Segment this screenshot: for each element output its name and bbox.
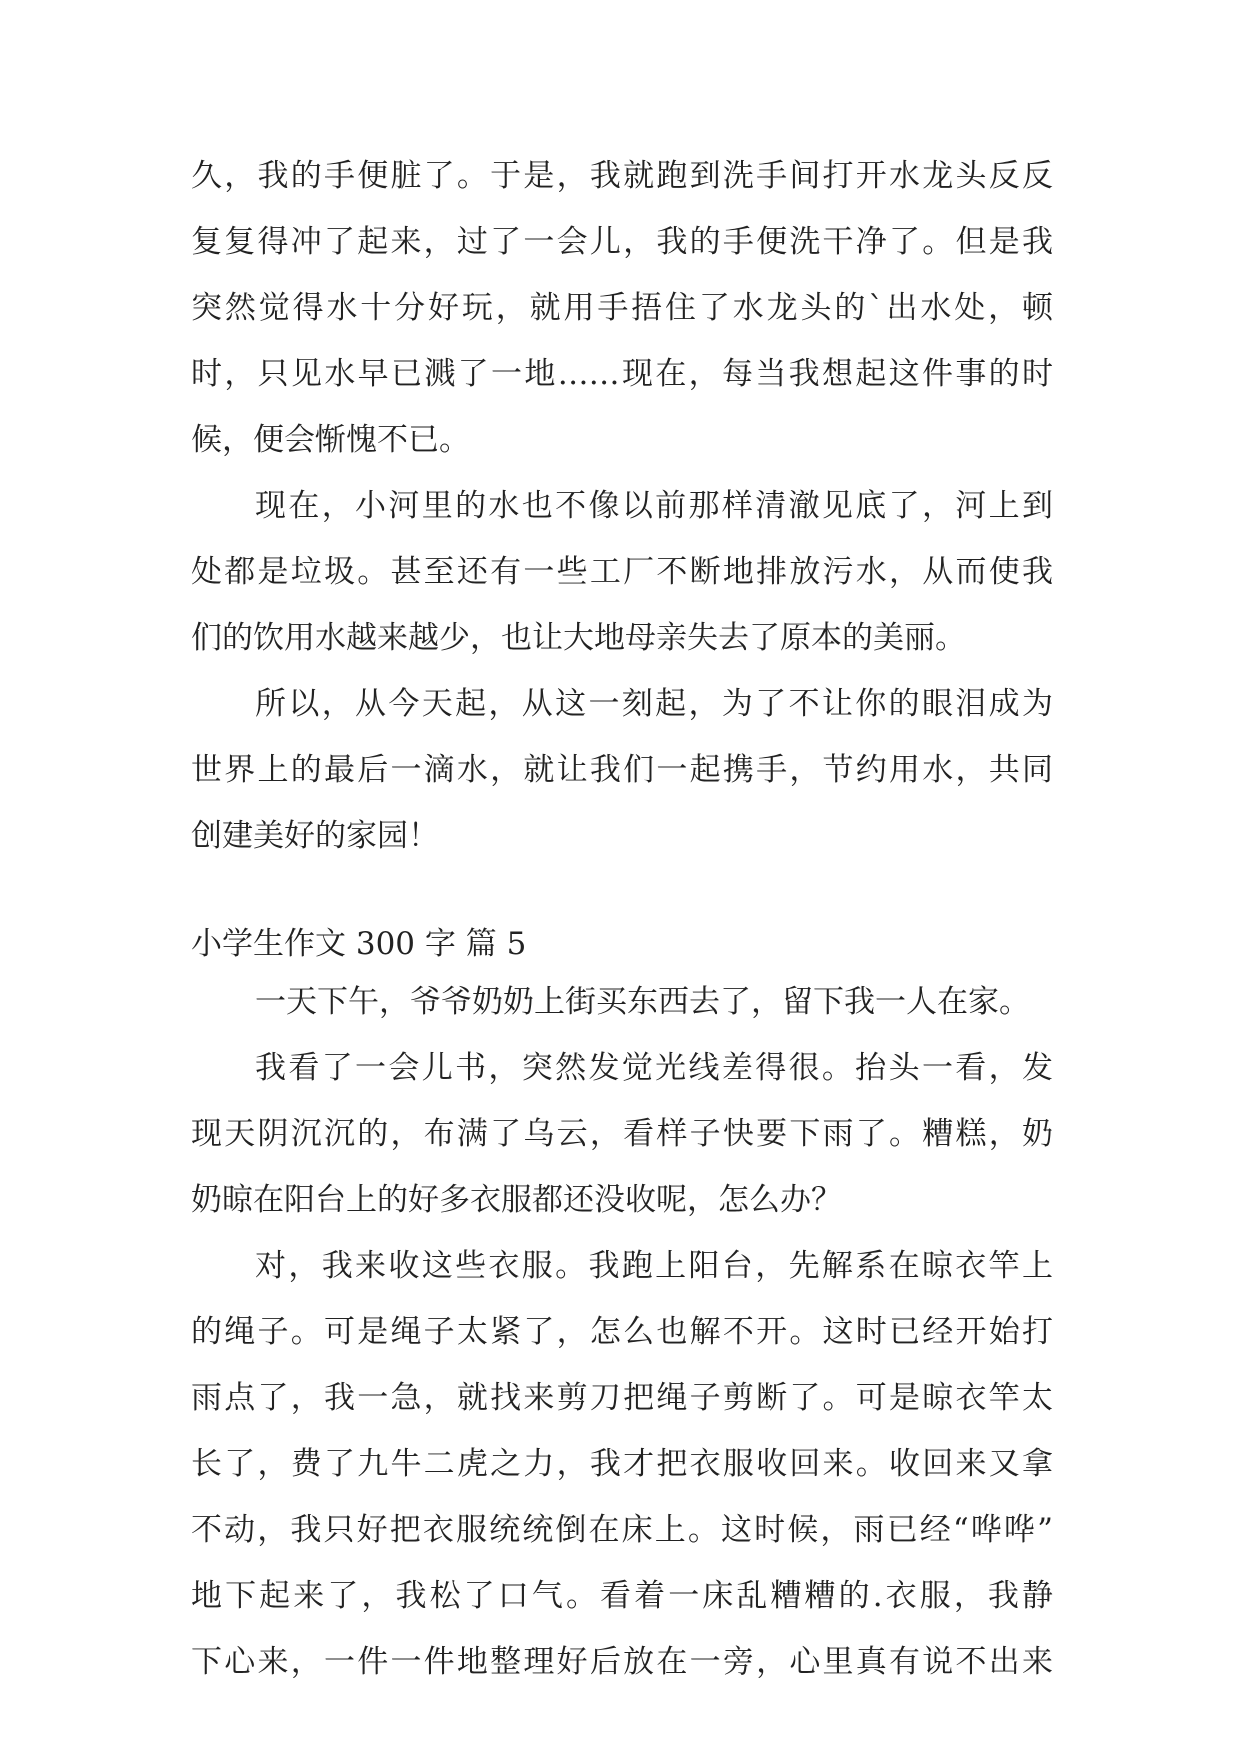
section-heading: 小学生作文 300 字 篇 5 bbox=[191, 926, 527, 962]
text-line: 处都是垃圾。甚至还有一些工厂不断地排放污水，从而使我 bbox=[191, 554, 1053, 590]
text-line: 创建美好的家园！ bbox=[191, 818, 439, 854]
text-line: 们的饮用水越来越少，也让大地母亲失去了原本的美丽。 bbox=[191, 620, 966, 656]
text-line: 奶晾在阳台上的好多衣服都还没收呢，怎么办？ bbox=[191, 1182, 842, 1218]
text-line: 时，只见水早已溅了一地……现在，每当我想起这件事的时 bbox=[191, 356, 1053, 392]
text-line: 不动，我只好把衣服统统倒在床上。这时候，雨已经“哗哗” bbox=[191, 1512, 1053, 1548]
text-line: 下心来，一件一件地整理好后放在一旁，心里真有说不出来 bbox=[191, 1644, 1053, 1680]
text-line: 候，便会惭愧不已。 bbox=[191, 422, 470, 458]
text-line: 的绳子。可是绳子太紧了，怎么也解不开。这时已经开始打 bbox=[191, 1314, 1053, 1350]
text-line: 突然觉得水十分好玩，就用手捂住了水龙头的`出水处，顿 bbox=[191, 290, 1053, 326]
text-line: 现天阴沉沉的，布满了乌云，看样子快要下雨了。糟糕，奶 bbox=[191, 1116, 1053, 1152]
text-line: 地下起来了，我松了口气。看着一床乱糟糟的.衣服，我静 bbox=[191, 1578, 1053, 1614]
text-line: 对，我来收这些衣服。我跑上阳台，先解系在晾衣竿上 bbox=[255, 1248, 1053, 1284]
text-line: 久，我的手便脏了。于是，我就跑到洗手间打开水龙头反反 bbox=[191, 158, 1053, 194]
text-line: 世界上的最后一滴水，就让我们一起携手，节约用水，共同 bbox=[191, 752, 1053, 788]
text-line: 雨点了，我一急，就找来剪刀把绳子剪断了。可是晾衣竿太 bbox=[191, 1380, 1053, 1416]
text-line: 一天下午，爷爷奶奶上街买东西去了，留下我一人在家。 bbox=[255, 984, 1030, 1020]
text-line: 现在，小河里的水也不像以前那样清澈见底了，河上到 bbox=[255, 488, 1053, 524]
text-line: 所以，从今天起，从这一刻起，为了不让你的眼泪成为 bbox=[255, 686, 1053, 722]
text-line: 长了，费了九牛二虎之力，我才把衣服收回来。收回来又拿 bbox=[191, 1446, 1053, 1482]
text-line: 复复得冲了起来，过了一会儿，我的手便洗干净了。但是我 bbox=[191, 224, 1053, 260]
text-line: 我看了一会儿书，突然发觉光线差得很。抬头一看，发 bbox=[255, 1050, 1053, 1086]
